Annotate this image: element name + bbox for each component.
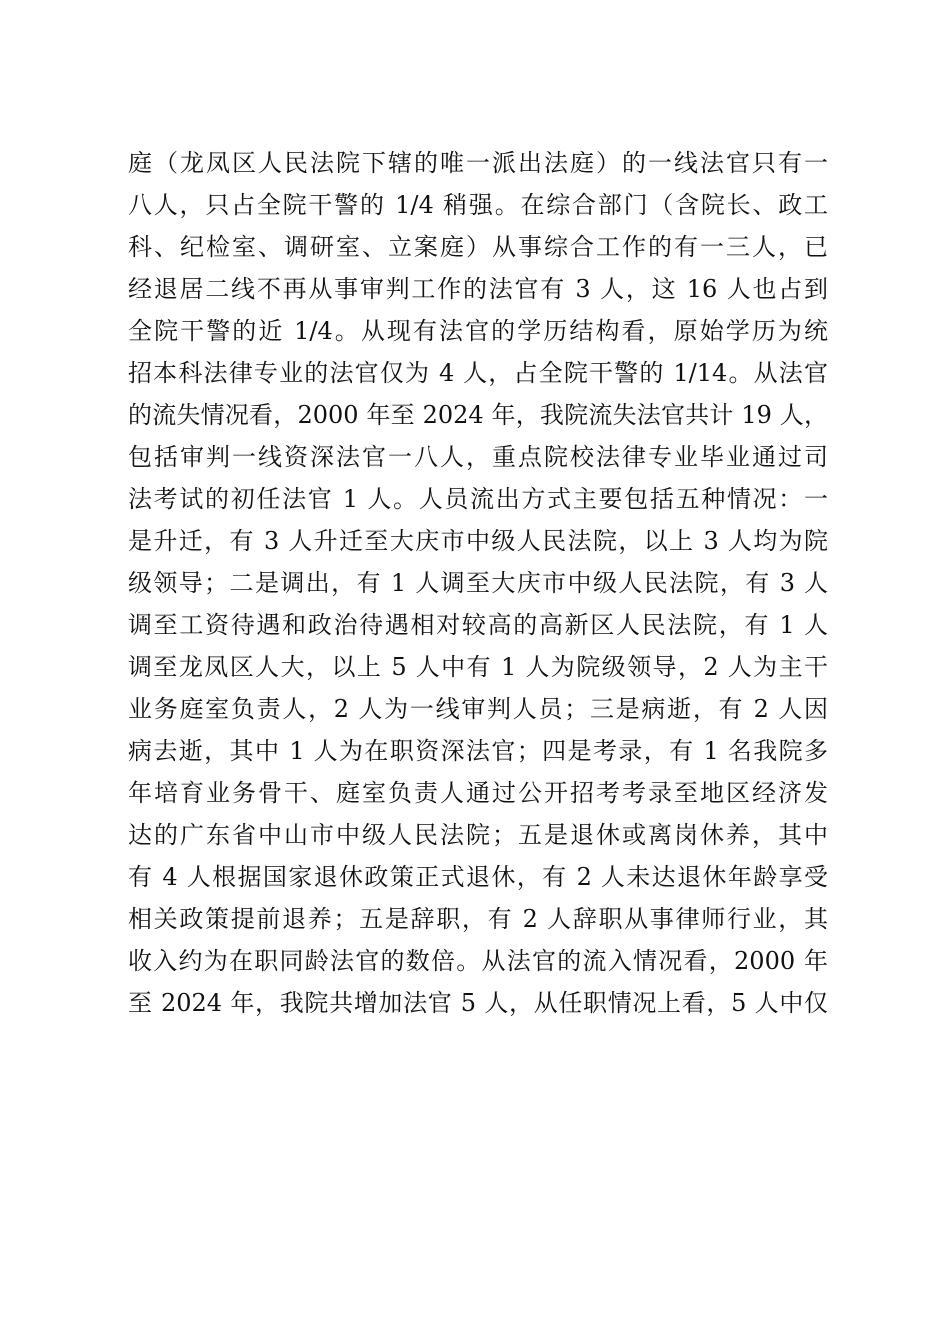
text-line-21: 至 2024 年，我院共增加法官 5 人，从任职情况上看，5 人中仅 — [128, 989, 828, 1017]
text-line-19: 相关政策提前退养；五是辞职，有 2 人辞职从事律师行业，其 — [128, 905, 828, 933]
text-line-17: 达的广东省中山市中级人民法院；五是退休或离岗休养，其中 — [128, 821, 828, 849]
text-line-5: 全院干警的近 1/4。从现有法官的学历结构看，原始学历为统 — [128, 317, 828, 345]
body-text — [128, 142, 828, 1024]
text-line-2: 八人，只占全院干警的 1/4 稍强。在综合部门（含院长、政工 — [128, 191, 828, 219]
text-line-8: 包括审判一线资深法官一八人，重点院校法律专业毕业通过司 — [128, 443, 828, 471]
text-line-3: 科、纪检室、调研室、立案庭）从事综合工作的有一三人，已 — [128, 233, 828, 261]
text-line-1: 庭（龙凤区人民法院下辖的唯一派出法庭）的一线法官只有一 — [128, 149, 828, 177]
text-line-11: 级领导；二是调出，有 1 人调至大庆市中级人民法院，有 3 人 — [128, 569, 828, 597]
text-line-6: 招本科法律专业的法官仅为 4 人，占全院干警的 1/14。从法官 — [128, 359, 828, 387]
text-line-14: 业务庭室负责人，2 人为一线审判人员；三是病逝，有 2 人因 — [128, 695, 828, 723]
text-line-12: 调至工资待遇和政治待遇相对较高的高新区人民法院，有 1 人 — [128, 611, 828, 639]
text-line-18: 有 4 人根据国家退休政策正式退休，有 2 人未达退休年龄享受 — [128, 863, 828, 891]
text-line-16: 年培育业务骨干、庭室负责人通过公开招考考录至地区经济发 — [128, 779, 828, 807]
text-line-20: 收入约为在职同龄法官的数倍。从法官的流入情况看，2000 年 — [128, 947, 828, 975]
text-line-9: 法考试的初任法官 1 人。人员流出方式主要包括五种情况：一 — [128, 485, 828, 513]
text-line-10: 是升迁，有 3 人升迁至大庆市中级人民法院，以上 3 人均为院 — [128, 527, 828, 555]
text-line-13: 调至龙凤区人大，以上 5 人中有 1 人为院级领导，2 人为主干 — [128, 653, 828, 681]
text-line-4: 经退居二线不再从事审判工作的法官有 3 人，这 16 人也占到 — [128, 275, 828, 303]
text-line-15: 病去逝，其中 1 人为在职资深法官；四是考录，有 1 名我院多 — [128, 737, 828, 765]
text-line-7: 的流失情况看，2000 年至 2024 年，我院流失法官共计 19 人， — [128, 401, 828, 429]
